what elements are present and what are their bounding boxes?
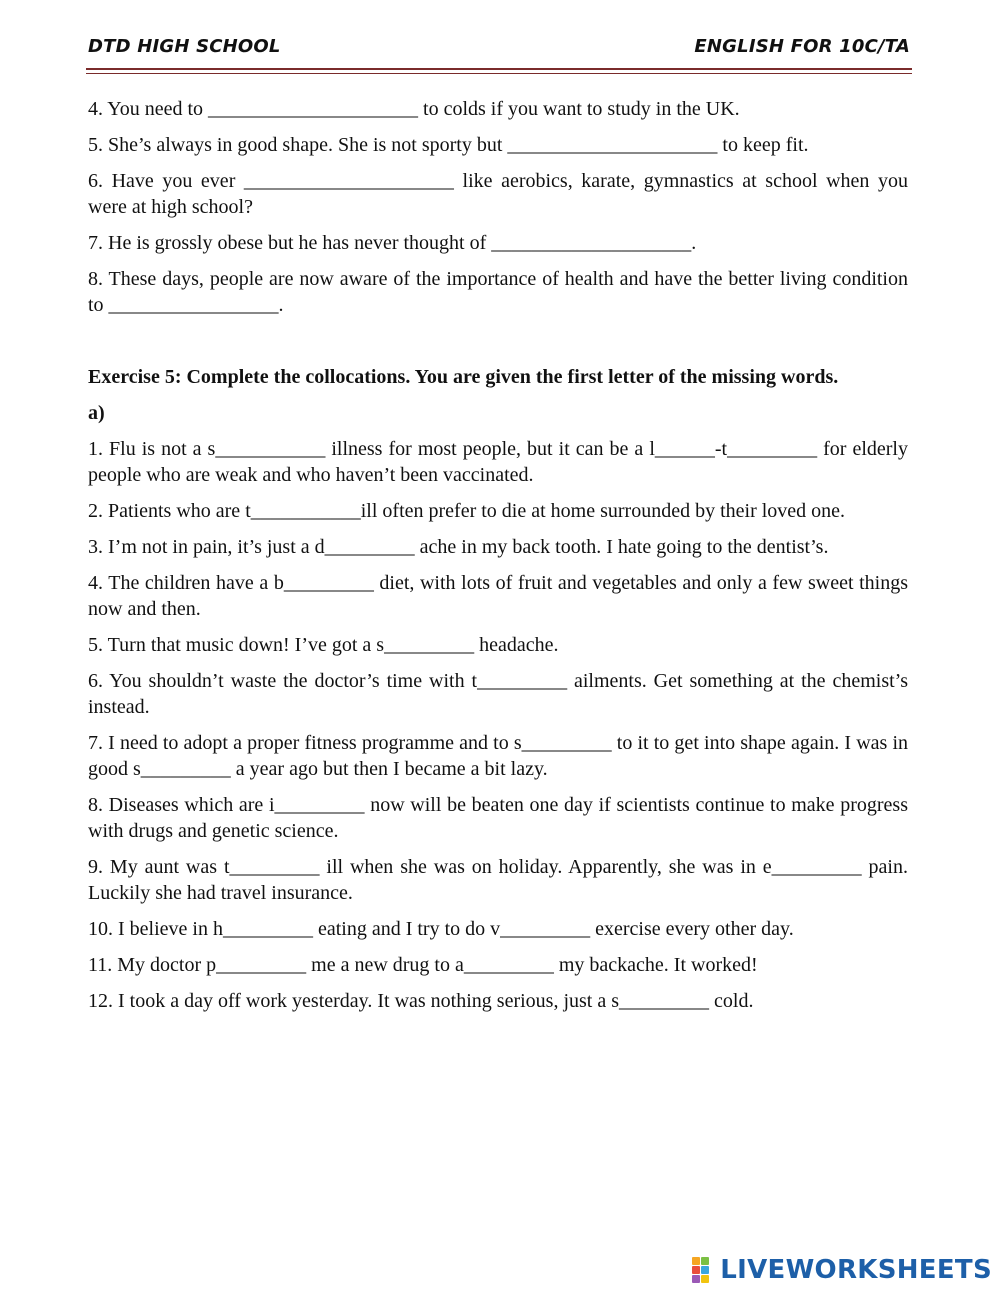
school-name: DTD HIGH SCHOOL <box>88 36 281 57</box>
header-rule-thick <box>86 68 912 70</box>
exercise-item: 7. I need to adopt a proper fitness programme and to s_________ to it to get into shape again. I was in good s_________ a year ago but then I became a bit lazy. <box>88 732 908 780</box>
exercise-item: 1. Flu is not a s___________ illness for most people, but it can be a l______-t_________ for elderly people who are weak and who haven’t been vaccinated. <box>88 438 908 486</box>
exercise-item: 7. He is grossly obese but he has never thought of ____________________. <box>88 232 697 254</box>
exercise-item: 5. She’s always in good shape. She is not sporty but _____________________ to keep fit. <box>88 134 809 156</box>
worksheet-body <box>88 96 908 1024</box>
course-name: ENGLISH FOR 10C/TA <box>694 36 910 57</box>
exercise-item: 4. The children have a b_________ diet, with lots of fruit and vegetables and only a few sweet things now and then. <box>88 572 908 620</box>
exercise-item: 8. These days, people are now aware of the importance of health and have the better living condition to _________________. <box>88 268 908 316</box>
exercise-item: 12. I took a day off work yesterday. It was nothing serious, just a s_________ cold. <box>88 990 754 1012</box>
logo-text: LIVEWORKSHEETS <box>720 1255 992 1285</box>
part-a-label: a) <box>88 402 105 424</box>
header-rule-thin <box>86 73 912 74</box>
exercise-item: 2. Patients who are t___________ill often prefer to die at home surrounded by their loved one. <box>88 500 846 522</box>
exercise-item: 4. You need to _____________________ to colds if you want to study in the UK. <box>88 98 740 120</box>
exercise-item: 6. You shouldn’t waste the doctor’s time with t_________ ailments. Get something at the chemist’s instead. <box>88 670 908 718</box>
exercise-5-title: Exercise 5: Complete the collocations. You are given the first letter of the missing words. <box>88 366 839 388</box>
exercise-item: 5. Turn that music down! I’ve got a s_________ headache. <box>88 634 559 656</box>
exercise-item: 3. I’m not in pain, it’s just a d_________ ache in my back tooth. I hate going to the dentist’s. <box>88 536 829 558</box>
exercise-item: 11. My doctor p_________ me a new drug to a_________ my backache. It worked! <box>88 954 758 976</box>
exercise-item: 6. Have you ever _____________________ like aerobics, karate, gymnastics at school when you were at high school? <box>88 170 908 218</box>
logo-blocks-icon <box>692 1255 718 1285</box>
page-header <box>88 36 910 64</box>
liveworksheets-logo <box>692 1254 992 1286</box>
exercise-item: 10. I believe in h_________ eating and I try to do v_________ exercise every other day. <box>88 918 794 940</box>
exercise-item: 9. My aunt was t_________ ill when she was on holiday. Apparently, she was in e_________ pain. Luckily she had travel insurance. <box>88 856 908 904</box>
exercise-item: 8. Diseases which are i_________ now will be beaten one day if scientists continue to make progress with drugs and genetic science. <box>88 794 908 842</box>
